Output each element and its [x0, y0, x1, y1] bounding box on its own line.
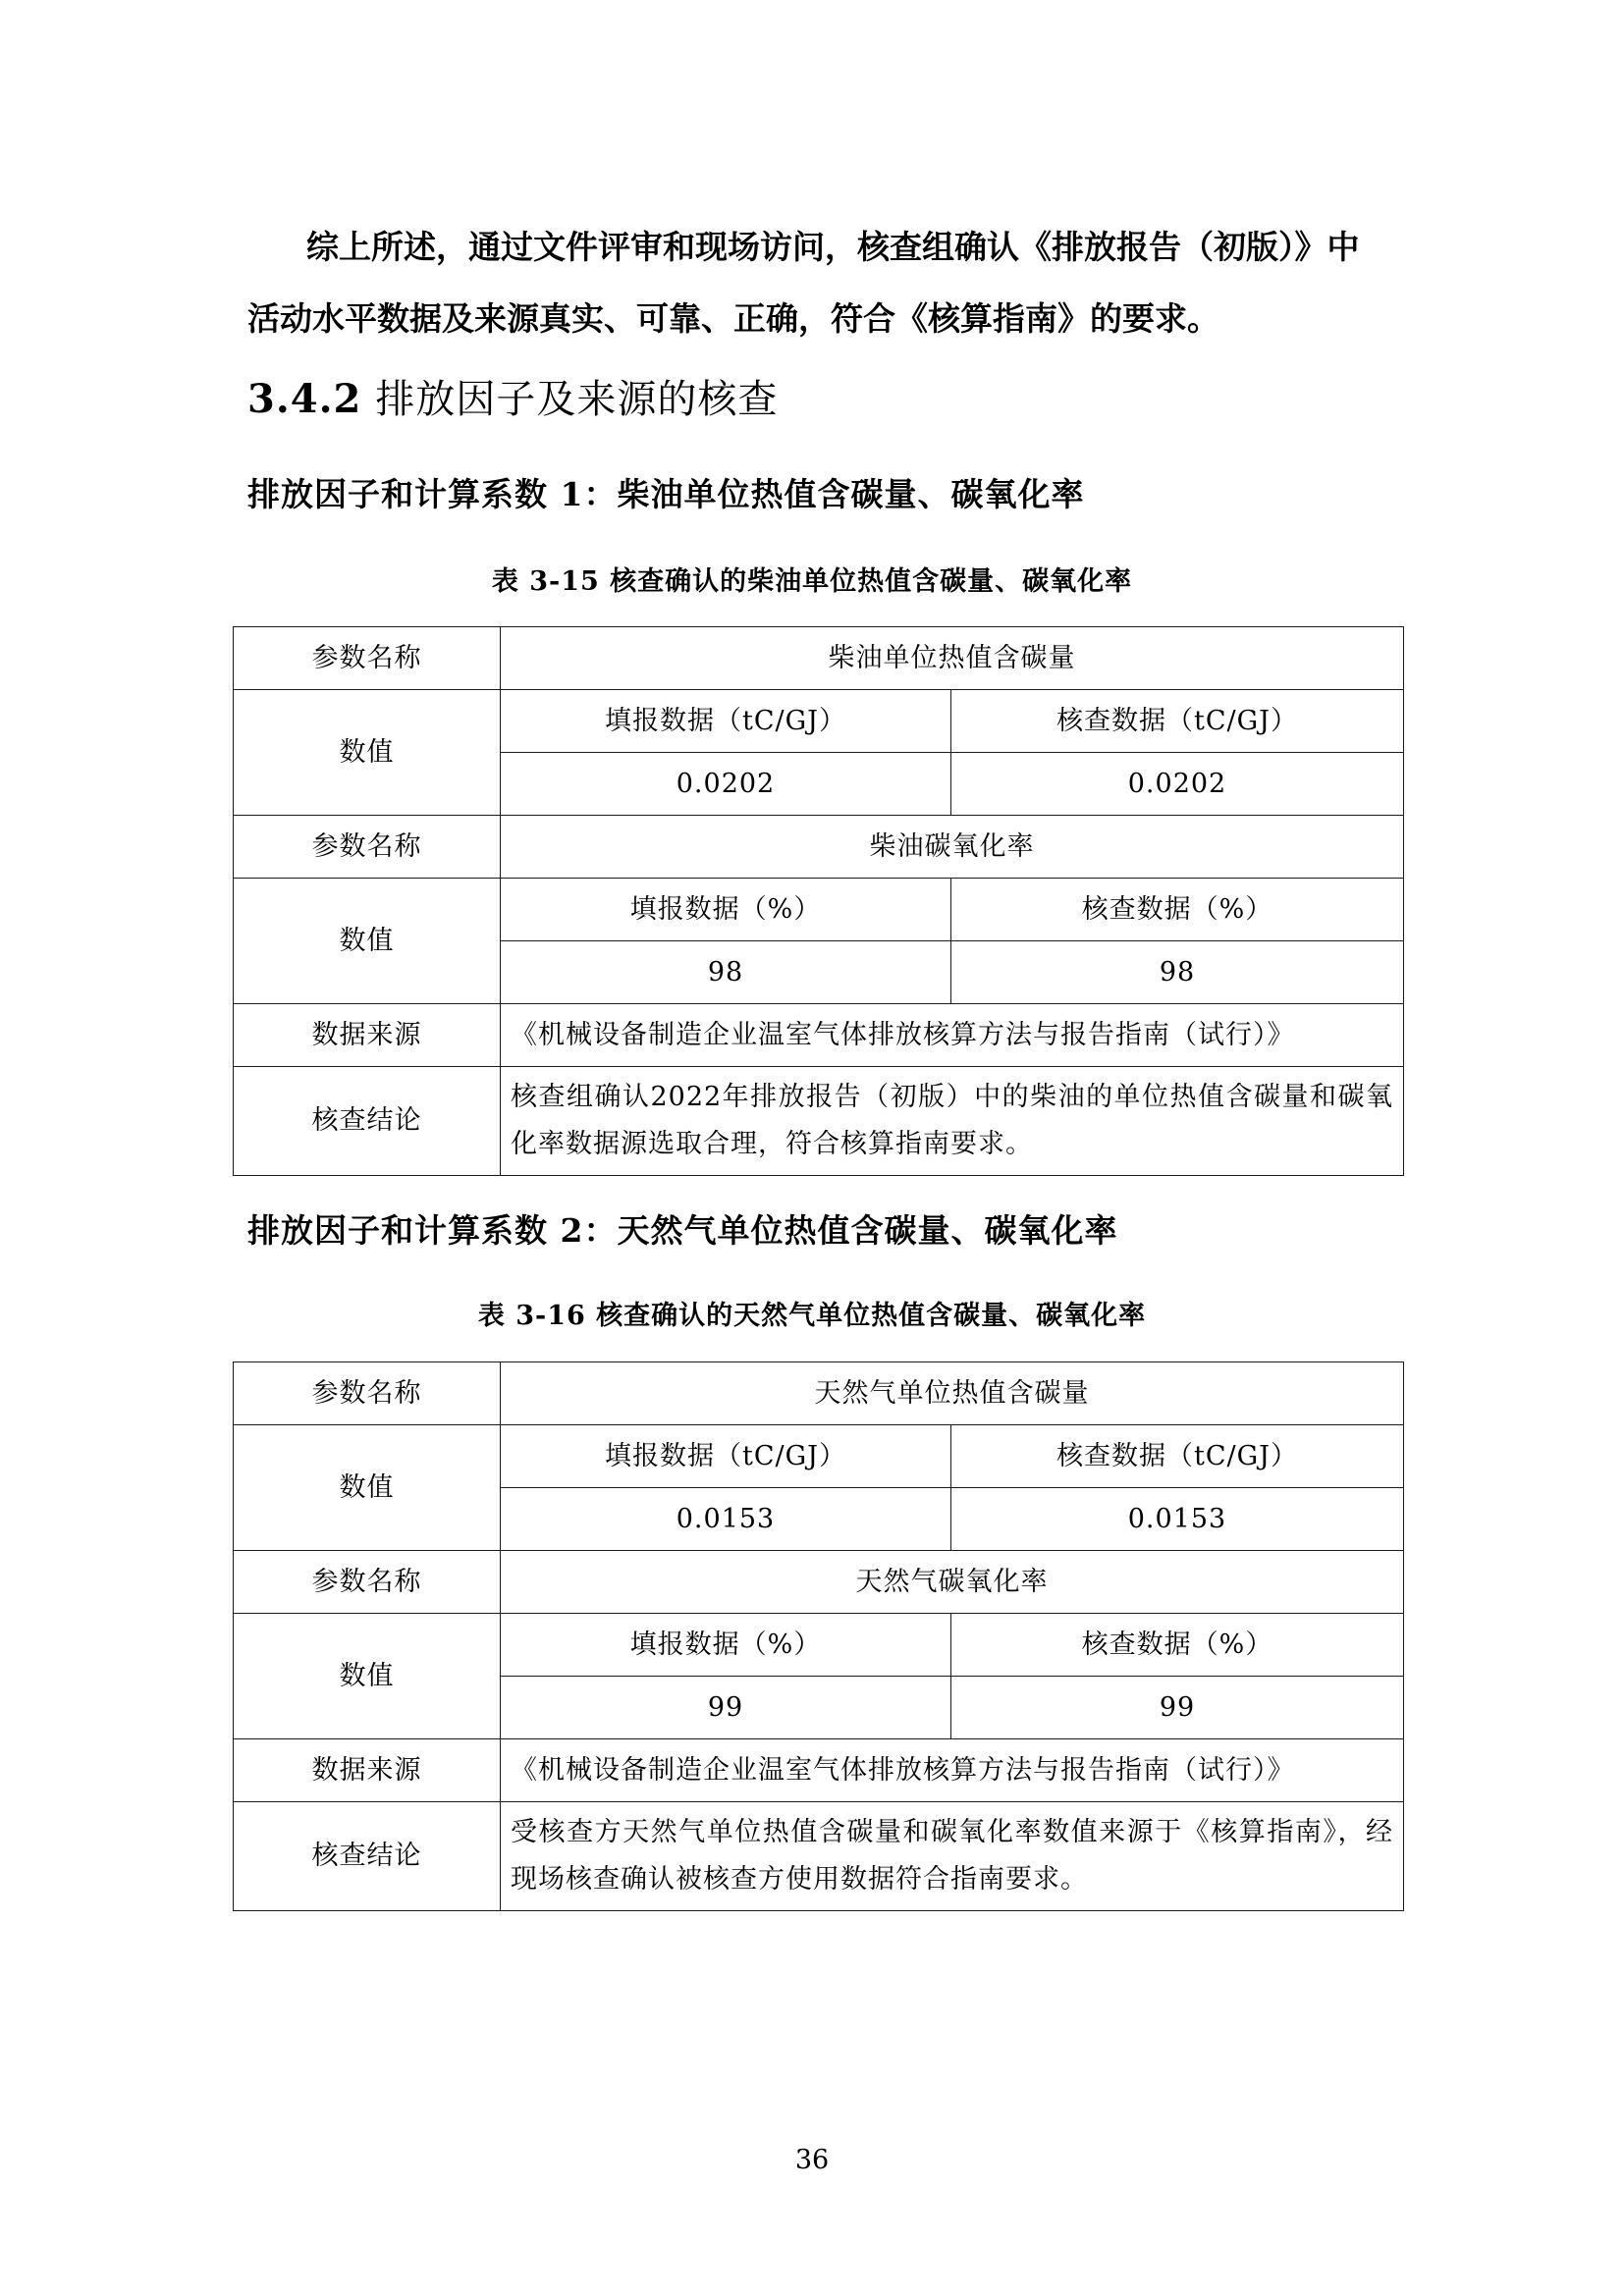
param-2-name: 柴油碳氧化率 [501, 816, 1404, 879]
conclusion-label: 核查结论 [234, 1067, 501, 1176]
param-1-name: 天然气单位热值含碳量 [501, 1362, 1404, 1425]
table-row [234, 816, 1404, 879]
value-label: 数值 [234, 690, 501, 816]
section-title: 排放因子及来源的核查 [375, 377, 779, 422]
verified-value: 99 [951, 1677, 1404, 1739]
verified-value: 0.0202 [951, 753, 1404, 816]
table-row [234, 1004, 1404, 1067]
table-row [234, 1067, 1404, 1176]
param-name-label: 参数名称 [234, 1362, 501, 1425]
table-3-15-caption: 表 3-15 核查确认的柴油单位热值含碳量、碳氧化率 [491, 566, 1133, 597]
conclusion-label: 核查结论 [234, 1802, 501, 1911]
factor-2-heading: 排放因子和计算系数 2：天然气单位热值含碳量、碳氧化率 [247, 1211, 1118, 1250]
verified-header: 核查数据（%） [951, 879, 1404, 941]
intro-line-2: 活动水平数据及来源真实、可靠、正确，符合《核算指南》的要求。 [247, 299, 1219, 338]
table-row [234, 1802, 1404, 1911]
factor-1-heading: 排放因子和计算系数 1：柴油单位热值含碳量、碳氧化率 [247, 475, 1085, 513]
section-number: 3.4.2 [247, 376, 362, 422]
verified-header: 核查数据（tC/GJ） [951, 1425, 1404, 1488]
reported-header: 填报数据（%） [501, 879, 951, 941]
param-1-name: 柴油单位热值含碳量 [501, 627, 1404, 690]
reported-header: 填报数据（tC/GJ） [501, 1425, 951, 1488]
table-row [234, 1551, 1404, 1614]
reported-value: 0.0202 [501, 753, 951, 816]
table-3-16-caption: 表 3-16 核查确认的天然气单位热值含碳量、碳氧化率 [477, 1301, 1147, 1331]
param-name-label: 参数名称 [234, 816, 501, 879]
table-row [234, 1739, 1404, 1802]
reported-value: 0.0153 [501, 1488, 951, 1551]
verified-header: 核查数据（tC/GJ） [951, 690, 1404, 753]
page-number: 36 [794, 2145, 830, 2175]
reported-value: 99 [501, 1677, 951, 1739]
table-3-15 [233, 626, 1404, 1176]
verified-value: 0.0153 [951, 1488, 1404, 1551]
table-row [234, 1362, 1404, 1425]
verified-header: 核查数据（%） [951, 1614, 1404, 1677]
table-row [234, 690, 1404, 753]
source-value: 《机械设备制造企业温室气体排放核算方法与报告指南（试行）》 [501, 1739, 1404, 1802]
source-value: 《机械设备制造企业温室气体排放核算方法与报告指南（试行）》 [501, 1004, 1404, 1067]
source-label: 数据来源 [234, 1739, 501, 1802]
intro-paragraph [247, 211, 1406, 354]
table-3-16 [233, 1362, 1404, 1911]
conclusion-value: 受核查方天然气单位热值含碳量和碳氧化率数值来源于《核算指南》，经现场核查确认被核查方使用数据符合指南要求。 [501, 1802, 1404, 1911]
verified-value: 98 [951, 941, 1404, 1004]
reported-header: 填报数据（tC/GJ） [501, 690, 951, 753]
param-name-label: 参数名称 [234, 627, 501, 690]
value-label: 数值 [234, 879, 501, 1004]
param-2-name: 天然气碳氧化率 [501, 1551, 1404, 1614]
source-label: 数据来源 [234, 1004, 501, 1067]
intro-line-1: 综上所述，通过文件评审和现场访问，核查组确认《排放报告（初版）》中 [306, 228, 1360, 266]
section-heading [247, 368, 778, 424]
reported-value: 98 [501, 941, 951, 1004]
table-row [234, 627, 1404, 690]
table-row [234, 879, 1404, 941]
param-name-label: 参数名称 [234, 1551, 501, 1614]
value-label: 数值 [234, 1614, 501, 1739]
value-label: 数值 [234, 1425, 501, 1551]
reported-header: 填报数据（%） [501, 1614, 951, 1677]
table-row [234, 1425, 1404, 1488]
conclusion-value: 核查组确认2022年排放报告（初版）中的柴油的单位热值含碳量和碳氧化率数据源选取合理，符合核算指南要求。 [501, 1067, 1404, 1176]
table-row [234, 1614, 1404, 1677]
